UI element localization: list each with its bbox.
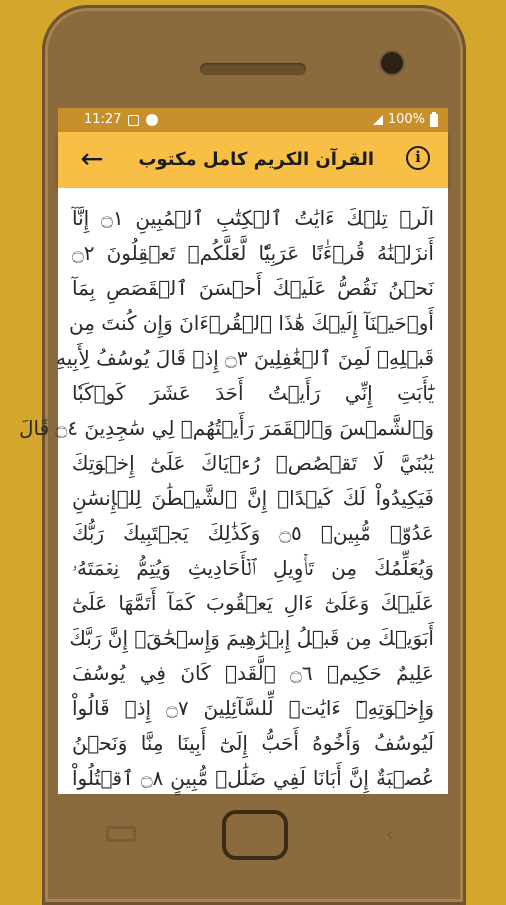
phone-screen (18, 108, 448, 794)
front-camera (381, 52, 403, 74)
quran-line: يَٰبُنَيَّ لَا تَقۡصُصۡ رُءۡيَاكَ عَلَىٰٓ إِخۡوَتِكَ (72, 451, 434, 475)
quran-line: عُصۡبَةٌ إِنَّ أَبَانَا لَفِي ضَلَٰلٖ مُّبِينٍ ۝٨ ٱقۡتُلُواْ (72, 766, 434, 790)
page-title: القرآن الكريم كامل مكتوب (138, 149, 374, 170)
home-button[interactable] (222, 810, 288, 860)
info-icon[interactable]: i (406, 146, 430, 170)
quran-text-panel[interactable] (18, 188, 448, 794)
battery-icon (430, 114, 438, 127)
quran-line: فَيَكِيدُواْ لَكَ كَيۡدًاۖ إِنَّ ٱلشَّيۡطَٰنَ لِلۡإِنسَٰنِ (72, 486, 434, 510)
app-bar (58, 132, 448, 188)
quran-line: أَنزَلۡنَٰهُ قُرۡءَٰنًا عَرَبِيّٗا لَّعَلَّكُمۡ تَعۡقِلُونَ ۝٢ (72, 241, 434, 265)
quran-line: عَلِيمٌ حَكِيمٞ ۝٦ ۞لَّقَدۡ كَانَ فِي يُوسُفَ (72, 661, 434, 685)
quran-line: قَبۡلِهِۦ لَمِنَ ٱلۡغَٰفِلِينَ ۝٣ إِذۡ قَالَ يُوسُفُ لِأَبِيهِ (56, 346, 434, 370)
quran-line: لَيُوسُفُ وَأَخُوهُ أَحَبُّ إِلَىٰٓ أَبِينَا مِنَّا وَنَحۡنُ (72, 731, 434, 755)
quran-line: الٓرۚ تِلۡكَ ءَايَٰتُ ٱلۡكِتَٰبِ ٱلۡمُبِينِ ۝١ إِنَّآ (72, 206, 435, 230)
sync-icon (146, 114, 158, 126)
quran-line: عَدُوّٞ مُّبِينٞ ۝٥ وَكَذَٰلِكَ يَجۡتَبِيكَ رَبُّكَ (72, 521, 434, 545)
quran-line: وَإِخۡوَتِهِۦٓ ءَايَٰتٞ لِّلسَّآئِلِينَ ۝٧ إِذۡ قَالُواْ (72, 696, 434, 720)
quran-line: وَٱلشَّمۡسَ وَٱلۡقَمَرَ رَأَيۡتُهُمۡ لِي سَٰجِدِينَ ۝٤ قَالَ (18, 416, 434, 440)
status-time: 11:27 (84, 112, 122, 127)
quran-line: أَبَوَيۡكَ مِن قَبۡلُ إِبۡرَٰهِيمَ وَإِسۡحَٰقَۚ إِنَّ رَبَّكَ (69, 626, 434, 650)
quran-line: عَلَيۡكَ وَعَلَىٰٓ ءَالِ يَعۡقُوبَ كَمَآ أَتَمَّهَا عَلَىٰٓ (72, 591, 434, 615)
quran-line: وَيُعَلِّمُكَ مِن تَأۡوِيلِ ٱلۡأَحَادِيثِ وَيُتِمُّ نِعۡمَتَهُۥ (72, 556, 434, 580)
speaker-grille (200, 63, 306, 75)
status-bar (58, 108, 448, 132)
battery-percent: 100% (387, 112, 425, 127)
nav-back-icon[interactable]: ‹ (385, 820, 395, 848)
quran-line: أَوۡحَيۡنَآ إِلَيۡكَ هَٰذَا ٱلۡقُرۡءَانَ وَإِن كُنتَ مِن (69, 311, 434, 335)
back-arrow-icon[interactable]: ← (80, 142, 104, 175)
gallery-icon (128, 115, 139, 126)
quran-line: نَحۡنُ نَقُصُّ عَلَيۡكَ أَحۡسَنَ ٱلۡقَصَصِ بِمَآ (72, 276, 434, 300)
recents-icon[interactable] (106, 826, 136, 842)
quran-line: يَٰٓأَبَتِ إِنِّي رَأَيۡتُ أَحَدَ عَشَرَ كَوۡكَبٗا (72, 381, 434, 405)
network-icon (373, 115, 383, 125)
